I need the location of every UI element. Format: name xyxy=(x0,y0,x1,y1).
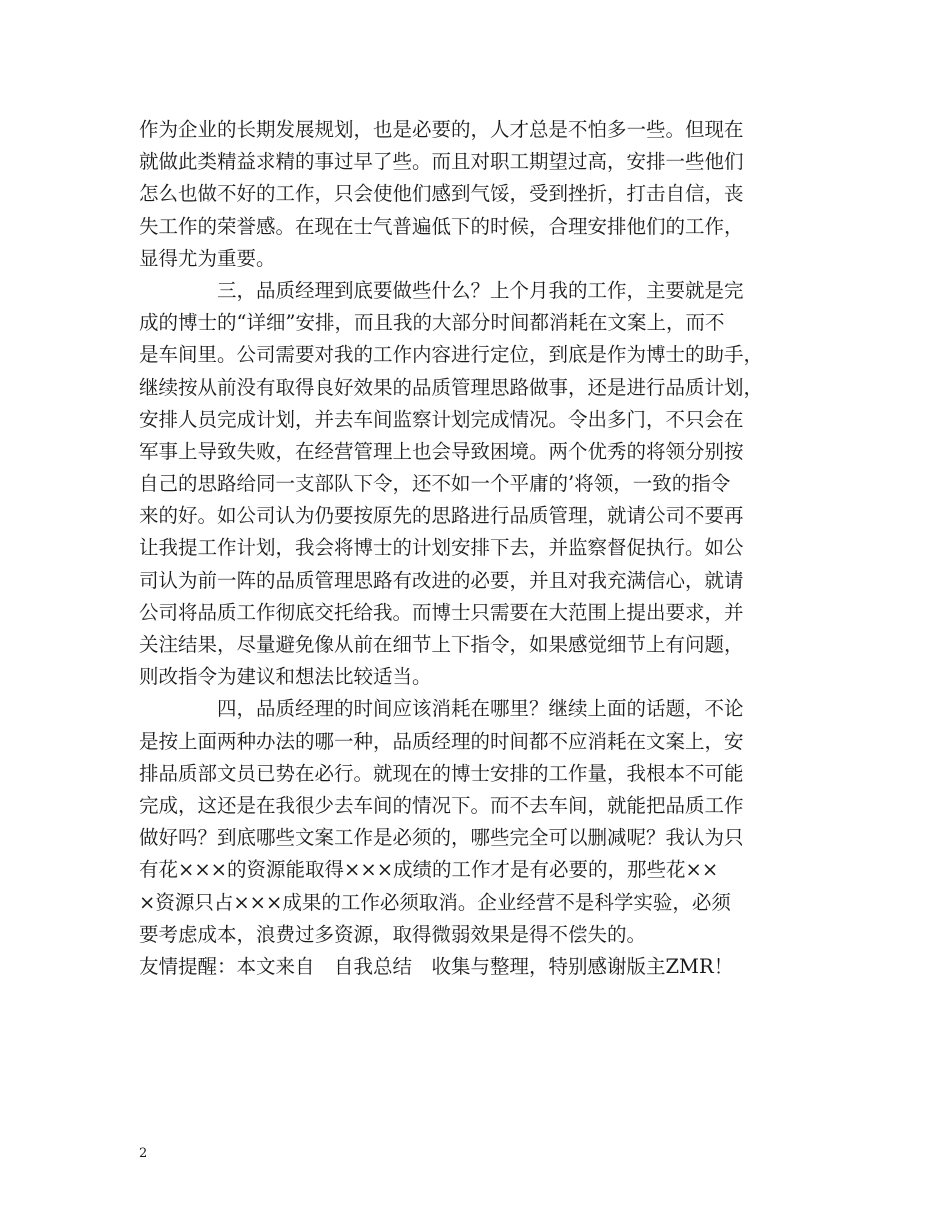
text-line: 来的好。如公司认为仍要按原先的思路进行品质管理，就请公司不要再 xyxy=(139,504,744,528)
text-line: 继续按从前没有取得良好效果的品质管理思路做事，还是进行品质计划， xyxy=(139,375,764,399)
text-line: 自己的思路给同一支部队下令，还不如一个平庸的’将领，一致的指令 xyxy=(139,472,731,496)
page-number: 2 xyxy=(139,1146,148,1161)
text-line: 显得尤为重要。 xyxy=(139,246,276,270)
text-line: 军事上导致失败，在经营管理上也会导致困境。两个优秀的将领分别按 xyxy=(139,439,744,463)
text-line: 友情提醒：本文来自 自我总结 收集与整理，特别感谢版主ZMR！ xyxy=(139,954,734,978)
text-line: ×资源只占×××成果的工作必须取消。企业经营不是科学实验，必须 xyxy=(139,890,731,914)
text-line: 成的博士的“详细”安排，而且我的大部分时间都消耗在文案上，而不 xyxy=(139,311,725,335)
text-line: 则改指令为建议和想法比较适当。 xyxy=(139,665,432,689)
text-line: 让我提工作计划，我会将博士的计划安排下去，并监察督促执行。如公 xyxy=(139,536,744,560)
text-line: 四，品质经理的时间应该消耗在哪里？继续上面的话题，不论 xyxy=(217,697,744,721)
text-line: 作为企业的长期发展规划，也是必要的，人才总是不怕多一些。但现在 xyxy=(139,118,744,141)
text-line: 就做此类精益求精的事过早了些。而且对职工期望过高，安排一些他们 xyxy=(139,150,744,174)
text-line: 公司将品质工作彻底交托给我。而博士只需要在大范围上提出要求，并 xyxy=(139,600,744,624)
reminder-note xyxy=(139,951,819,983)
paragraph-four xyxy=(139,693,819,951)
text-line: 司认为前一阵的品质管理思路有改进的必要，并且对我充满信心，就请 xyxy=(139,568,744,592)
text-line: 是按上面两种办法的哪一种，品质经理的时间都不应消耗在文案上，安 xyxy=(139,729,744,753)
text-line: 关注结果，尽量避免像从前在细节上下指令，如果感觉细节上有问题， xyxy=(139,633,744,656)
paragraph-continuation xyxy=(139,114,819,275)
text-line: 完成，这还是在我很少去车间的情况下。而不去车间，就能把品质工作 xyxy=(139,793,744,817)
text-line: 排品质部文员已势在必行。就现在的博士安排的工作量，我根本不可能 xyxy=(139,761,744,785)
text-line: 失工作的荣誉感。在现在士气普遍低下的时候，合理安排他们的工作， xyxy=(139,214,744,238)
text-line: 安排人员完成计划，并去车间监察计划完成情况。令出多门，不只会在 xyxy=(139,407,744,431)
text-line: 要考虑成本，浪费过多资源，取得微弱效果是得不偿失的。 xyxy=(139,922,647,946)
text-line: 有花×××的资源能取得×××成绩的工作才是有必要的，那些花×× xyxy=(139,858,719,882)
text-line: 做好吗？到底哪些文案工作是必须的，哪些完全可以删减呢？我认为只 xyxy=(139,826,744,850)
text-line: 怎么也做不好的工作，只会使他们感到气馁，受到挫折，打击自信，丧 xyxy=(139,182,744,206)
text-line: 是车间里。公司需要对我的工作内容进行定位，到底是作为博士的助手， xyxy=(139,343,764,367)
paragraph-three xyxy=(139,275,819,693)
body-text xyxy=(139,114,819,983)
text-line: 三，品质经理到底要做些什么？上个月我的工作，主要就是完 xyxy=(217,278,744,302)
